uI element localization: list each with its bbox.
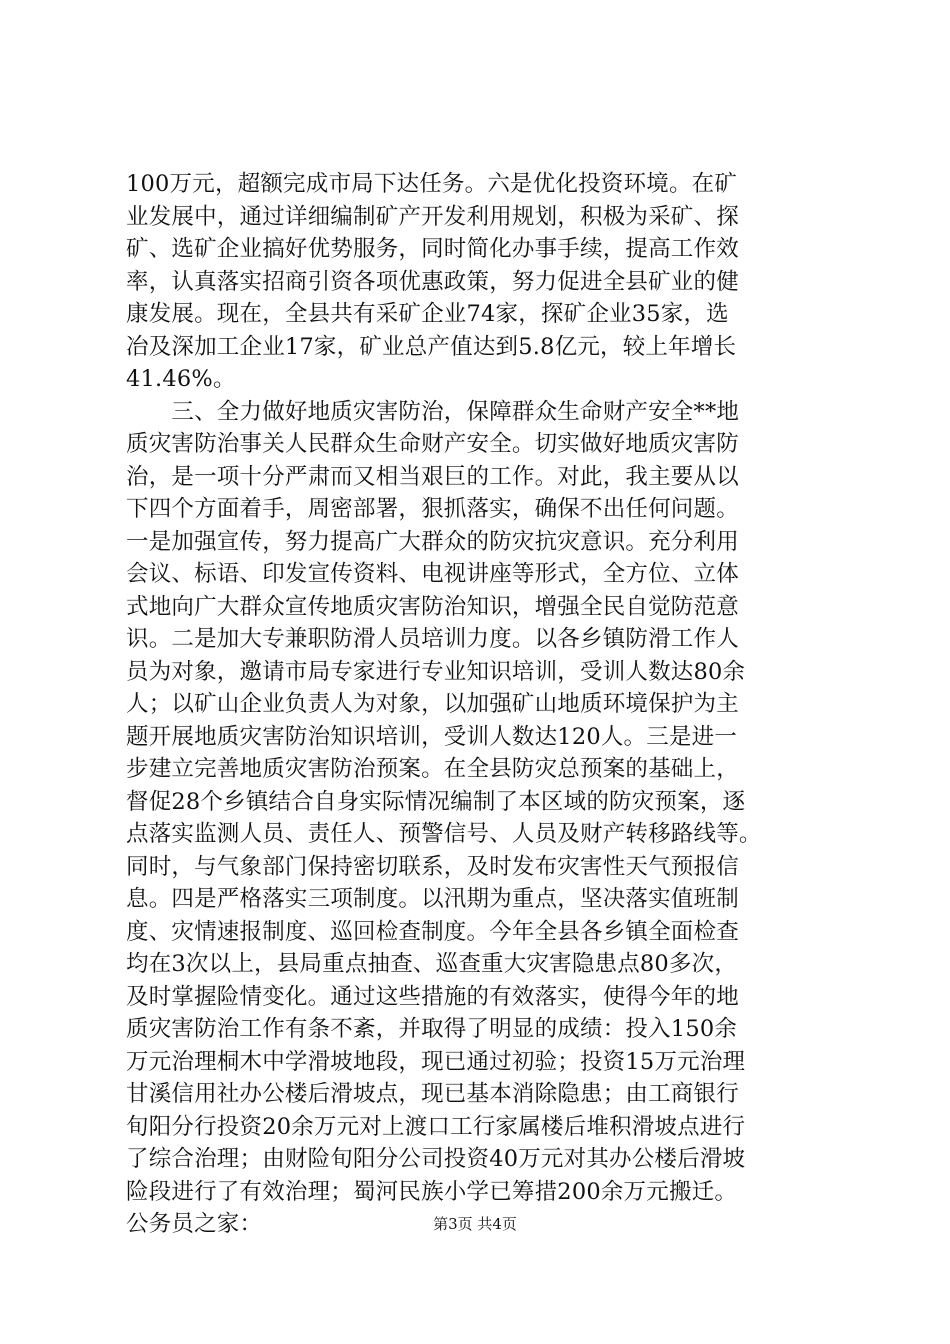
text-line: 下四个方面着手，周密部署，狠抓落实，确保不出任何问题。 bbox=[126, 496, 739, 522]
text-line: 了综合治理；由财险旬阳分公司投资40万元对其办公楼后滑坡 bbox=[126, 1146, 746, 1172]
text-line: 式地向广大群众宣传地质灾害防治知识，增强全民自觉防范意 bbox=[126, 593, 739, 620]
text-line: 41.46%。 bbox=[126, 366, 236, 392]
text-line: 100万元，超额完成市局下达任务。六是优化投资环境。在矿 bbox=[126, 171, 738, 197]
text-line: 会议、标语、印发宣传资料、电视讲座等形式，全方位、立体 bbox=[126, 561, 739, 587]
text-line: 质灾害防治事关人民群众生命财产安全。切实做好地质灾害防 bbox=[126, 431, 739, 457]
section-heading-line: 三、全力做好地质灾害防治，保障群众生命财产安全**地 bbox=[126, 398, 740, 425]
text-line: 均在3次以上，县局重点抽查、巡查重大灾害隐患点80多次， bbox=[126, 951, 738, 977]
text-line: 康发展。现在，全县共有采矿企业74家，探矿企业35家，选 bbox=[126, 301, 729, 327]
text-line: 业发展中，通过详细编制矿产开发利用规划，积极为采矿、探 bbox=[126, 203, 739, 230]
text-line: 步建立完善地质灾害防治预案。在全县防灾总预案的基础上， bbox=[126, 756, 739, 782]
body-text bbox=[126, 168, 846, 1241]
text-line: 险段进行了有效治理；蜀河民族小学已筹措200余万元搬迁。 bbox=[126, 1178, 738, 1205]
text-line: 员为对象，邀请市局专家进行专业知识培训，受训人数达80余 bbox=[126, 658, 746, 685]
page-number-footer: 第3页 共4页 bbox=[433, 1215, 517, 1233]
text-line: 点落实监测人员、责任人、预警信号、人员及财产转移路线等。 bbox=[126, 821, 762, 847]
text-line: 同时，与气象部门保持密切联系，及时发布灾害性天气预报信 bbox=[126, 853, 739, 880]
text-line: 督促28个乡镇结合自身实际情况编制了本区域的防灾预案，逐 bbox=[126, 788, 746, 815]
text-line: 及时掌握险情变化。通过这些措施的有效落实，使得今年的地 bbox=[126, 983, 739, 1010]
text-line: 治，是一项十分严肃而又相当艰巨的工作。对此，我主要从以 bbox=[126, 463, 739, 490]
text-line: 公务员之家： bbox=[126, 1211, 263, 1237]
text-line: 息。四是严格落实三项制度。以汛期为重点，坚决落实值班制 bbox=[126, 886, 739, 912]
text-line: 人；以矿山企业负责人为对象，以加强矿山地质环境保护为主 bbox=[126, 691, 739, 717]
text-line: 旬阳分行投资20余万元对上渡口工行家属楼后堆积滑坡点进行 bbox=[126, 1113, 746, 1140]
text-line: 题开展地质灾害防治知识培训，受训人数达120人。三是进一 bbox=[126, 723, 738, 750]
text-line: 度、灾情速报制度、巡回检查制度。今年全县各乡镇全面检查 bbox=[126, 918, 739, 945]
text-line: 质灾害防治工作有条不紊，并取得了明显的成绩：投入150余 bbox=[126, 1016, 738, 1042]
text-line: 矿、选矿企业搞好优势服务，同时简化办事手续，提高工作效 bbox=[126, 236, 739, 262]
text-line: 冶及深加工企业17家，矿业总产值达到5.8亿元，较上年增长 bbox=[126, 333, 737, 360]
text-line: 率，认真落实招商引资各项优惠政策，努力促进全县矿业的健 bbox=[126, 268, 739, 295]
text-line: 一是加强宣传，努力提高广大群众的防灾抗灾意识。充分利用 bbox=[126, 528, 739, 555]
text-line: 识。二是加大专兼职防滑人员培训力度。以各乡镇防滑工作人 bbox=[126, 626, 739, 652]
text-line: 万元治理桐木中学滑坡地段，现已通过初验；投资15万元治理 bbox=[126, 1048, 746, 1075]
text-line: 甘溪信用社办公楼后滑坡点，现已基本消除隐患；由工商银行 bbox=[126, 1081, 739, 1107]
